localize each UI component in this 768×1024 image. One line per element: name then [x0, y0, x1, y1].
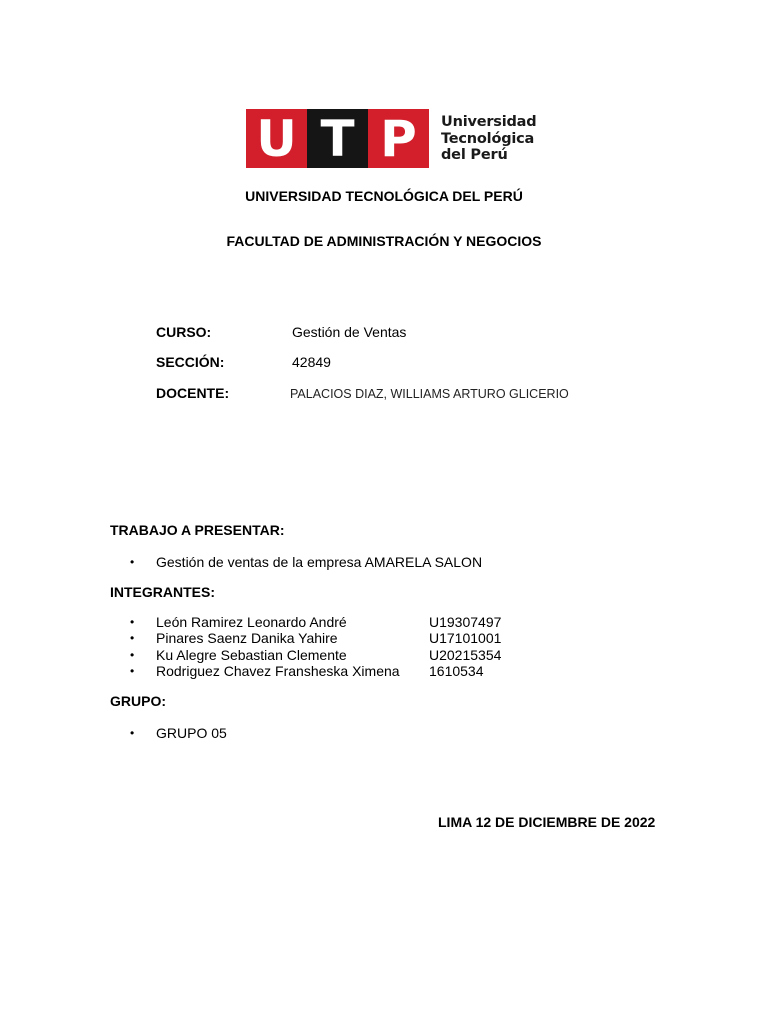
member-code: U19307497 [429, 614, 502, 630]
bullet: • [130, 726, 135, 740]
seccion-value: 42849 [292, 354, 331, 370]
university-title: UNIVERSIDAD TECNOLÓGICA DEL PERÚ [245, 188, 523, 204]
logo-letter-t: T [307, 109, 368, 168]
date-line: LIMA 12 DE DICIEMBRE DE 2022 [438, 814, 656, 830]
member-name: Ku Alegre Sebastian Clemente [156, 646, 347, 663]
docente-value: PALACIOS DIAZ, WILLIAMS ARTURO GLICERIO [290, 387, 569, 401]
member-name: León Ramirez Leonardo André [156, 614, 347, 630]
trabajo-item-text: Gestión de ventas de la empresa AMARELA SALON [156, 554, 483, 570]
faculty-title: FACULTAD DE ADMINISTRACIÓN Y NEGOCIOS [226, 233, 542, 249]
member-code: U20215354 [429, 646, 502, 663]
bullet: • [130, 555, 135, 569]
bullet: • [130, 647, 135, 662]
bullet: • [130, 663, 135, 678]
logo-letter-u: U [246, 109, 307, 168]
utp-logo [246, 109, 536, 168]
grupo-item-text: GRUPO 05 [156, 725, 227, 741]
logo-wordmark [441, 114, 536, 168]
integrantes-heading: INTEGRANTES: [110, 584, 215, 600]
logo-letter-p: P [368, 109, 429, 168]
member-name: Rodriguez Chavez Fransheska Ximena [156, 662, 400, 679]
curso-label: CURSO: [156, 324, 212, 340]
trabajo-heading: TRABAJO A PRESENTAR: [110, 522, 285, 538]
member-code: U17101001 [429, 630, 502, 647]
bullet: • [130, 615, 135, 629]
docente-label: DOCENTE: [156, 385, 230, 401]
logo-text-line: del Perú [441, 147, 508, 163]
grupo-heading: GRUPO: [110, 693, 166, 709]
member-code: 1610534 [429, 662, 484, 679]
logo-text-line: Tecnológica [441, 130, 535, 147]
logo-text-line: Universidad [441, 114, 537, 130]
member-name: Pinares Saenz Danika Yahire [156, 630, 338, 647]
bullet: • [130, 631, 135, 646]
seccion-label: SECCIÓN: [156, 354, 225, 370]
curso-value: Gestión de Ventas [292, 324, 407, 340]
